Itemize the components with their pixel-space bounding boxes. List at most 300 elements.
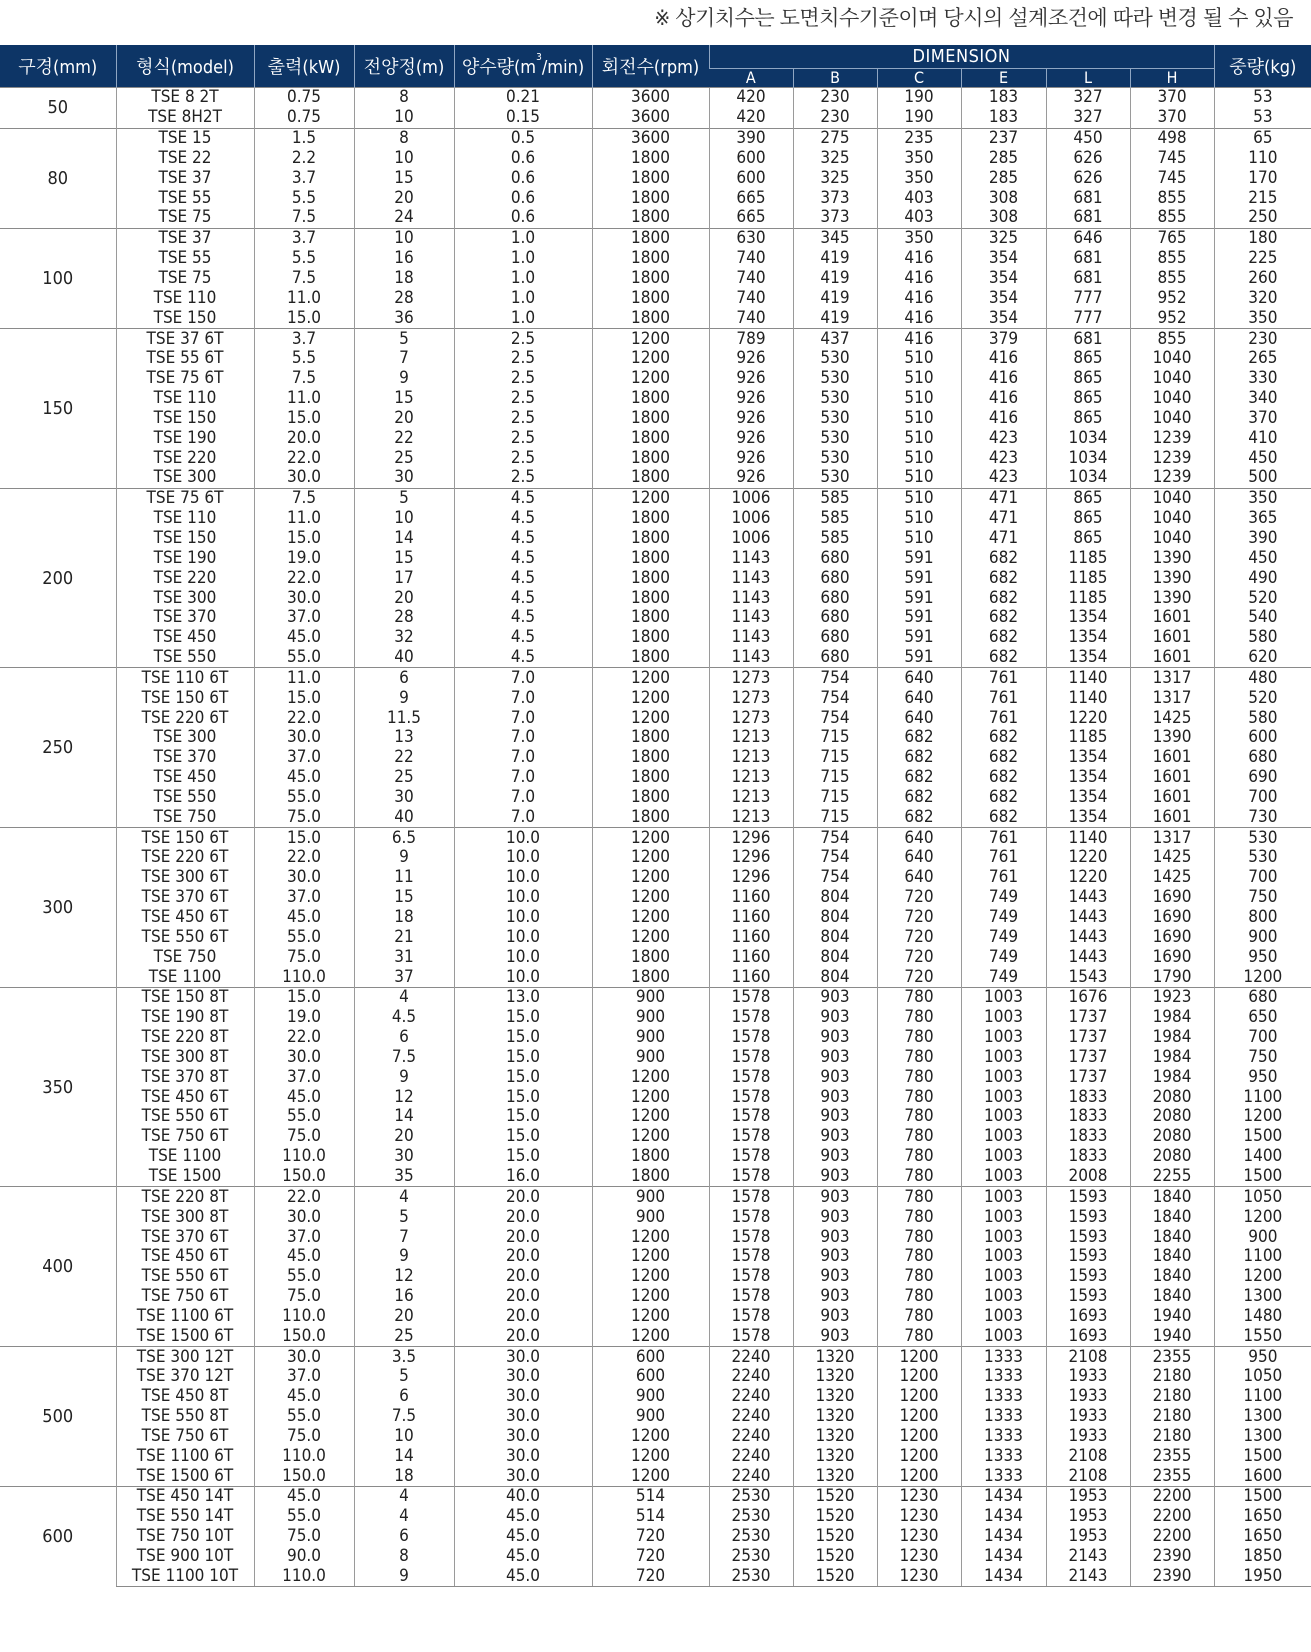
table-cell: TSE 300 8T — [116, 1048, 254, 1068]
table-cell: 1333 — [961, 1387, 1046, 1407]
table-cell: TSE 550 6T — [116, 1267, 254, 1287]
table-cell: 640 — [877, 868, 961, 888]
table-cell: 510 — [877, 349, 961, 369]
table-cell: 11.0 — [254, 509, 354, 529]
table-cell: TSE 150 — [116, 529, 254, 549]
table-cell: 1185 — [1046, 548, 1130, 568]
table-cell: 720 — [592, 1527, 709, 1547]
table-cell: 510 — [877, 389, 961, 409]
table-cell: 855 — [1130, 188, 1214, 208]
table-cell: 2180 — [1130, 1407, 1214, 1427]
table-cell: 510 — [877, 409, 961, 429]
table-cell: 1200 — [592, 708, 709, 728]
table-cell: 855 — [1130, 329, 1214, 349]
table-cell: 580 — [1214, 708, 1311, 728]
table-row — [0, 888, 1311, 908]
table-cell: 1600 — [1214, 1466, 1311, 1486]
table-cell: 37.0 — [254, 608, 354, 628]
table-cell: 682 — [961, 588, 1046, 608]
table-cell: 1320 — [793, 1367, 877, 1387]
table-cell: 1040 — [1130, 349, 1214, 369]
table-cell: TSE 37 — [116, 228, 254, 248]
table-cell: 926 — [709, 349, 793, 369]
table-cell: 1850 — [1214, 1547, 1311, 1567]
table-cell: 520 — [1214, 588, 1311, 608]
table-cell: 437 — [793, 329, 877, 349]
table-cell: TSE 220 — [116, 568, 254, 588]
table-cell: TSE 370 8T — [116, 1067, 254, 1087]
table-cell: 3600 — [592, 88, 709, 108]
table-row — [0, 1127, 1311, 1147]
table-cell: 423 — [961, 428, 1046, 448]
table-cell: 350 — [877, 168, 961, 188]
table-cell: 12 — [354, 1267, 454, 1287]
col-output: 출력(kW) — [254, 45, 354, 88]
table-cell: 1354 — [1046, 807, 1130, 827]
table-body — [0, 88, 1311, 1587]
table-cell: 780 — [877, 1326, 961, 1346]
table-cell: 416 — [961, 389, 1046, 409]
table-cell: 416 — [961, 369, 1046, 389]
table-cell: TSE 300 — [116, 468, 254, 488]
table-cell: 7.0 — [454, 728, 592, 748]
table-cell: 789 — [709, 329, 793, 349]
table-cell: 626 — [1046, 168, 1130, 188]
table-cell: 1593 — [1046, 1287, 1130, 1307]
table-cell: 420 — [709, 108, 793, 128]
table-cell: 903 — [793, 1127, 877, 1147]
table-cell: 1200 — [592, 1267, 709, 1287]
table-cell: 14 — [354, 529, 454, 549]
table-cell: TSE 1100 6T — [116, 1446, 254, 1466]
table-cell: 2008 — [1046, 1167, 1130, 1187]
table-cell: 530 — [793, 349, 877, 369]
table-cell: 5.5 — [254, 349, 354, 369]
table-cell: 681 — [1046, 269, 1130, 289]
table-cell: 1840 — [1130, 1287, 1214, 1307]
table-row — [0, 728, 1311, 748]
table-cell: 5 — [354, 1207, 454, 1227]
table-cell: 17 — [354, 568, 454, 588]
table-cell: 1143 — [709, 548, 793, 568]
table-cell: 950 — [1214, 1067, 1311, 1087]
table-cell: 740 — [709, 249, 793, 269]
table-cell: 45.0 — [254, 1087, 354, 1107]
table-cell: 15.0 — [454, 1048, 592, 1068]
table-cell: 416 — [877, 308, 961, 328]
table-cell: 14 — [354, 1446, 454, 1466]
bore-cell: 50 — [0, 88, 116, 129]
table-cell: 1443 — [1046, 947, 1130, 967]
table-cell: 2108 — [1046, 1347, 1130, 1367]
table-cell: 720 — [877, 947, 961, 967]
table-cell: 2355 — [1130, 1347, 1214, 1367]
table-cell: 1601 — [1130, 628, 1214, 648]
table-cell: 765 — [1130, 228, 1214, 248]
table-cell: 1693 — [1046, 1326, 1130, 1346]
table-cell: 903 — [793, 1227, 877, 1247]
table-cell: 1273 — [709, 708, 793, 728]
table-cell: 22.0 — [254, 1187, 354, 1207]
table-cell: 855 — [1130, 269, 1214, 289]
table-cell: 749 — [961, 888, 1046, 908]
table-cell: 2200 — [1130, 1507, 1214, 1527]
table-row — [0, 88, 1311, 108]
table-cell: 1933 — [1046, 1407, 1130, 1427]
table-cell: 45.0 — [254, 1247, 354, 1267]
table-cell: 10.0 — [454, 947, 592, 967]
table-cell: 1003 — [961, 1287, 1046, 1307]
table-cell: 1.0 — [454, 228, 592, 248]
table-cell: TSE 450 6T — [116, 1087, 254, 1107]
table-cell: 780 — [877, 1107, 961, 1127]
table-cell: 5.5 — [254, 188, 354, 208]
table-cell: 275 — [793, 128, 877, 148]
table-cell: 1601 — [1130, 807, 1214, 827]
table-cell: 1953 — [1046, 1507, 1130, 1527]
table-cell: 926 — [709, 468, 793, 488]
table-cell: 10.0 — [454, 927, 592, 947]
table-cell: 1800 — [592, 249, 709, 269]
table-cell: 682 — [961, 628, 1046, 648]
table-cell: TSE 370 — [116, 608, 254, 628]
table-cell: 1.5 — [254, 128, 354, 148]
table-cell: 740 — [709, 308, 793, 328]
table-row — [0, 329, 1311, 349]
table-cell: 1200 — [592, 1107, 709, 1127]
table-cell: 480 — [1214, 668, 1311, 688]
table-cell: 1840 — [1130, 1227, 1214, 1247]
table-cell: 1200 — [592, 488, 709, 508]
col-bore: 구경(mm) — [0, 45, 116, 88]
table-cell: 15 — [354, 888, 454, 908]
table-cell: TSE 750 6T — [116, 1287, 254, 1307]
table-cell: 5 — [354, 1367, 454, 1387]
table-cell: 682 — [877, 768, 961, 788]
table-row — [0, 868, 1311, 888]
table-cell: 2240 — [709, 1407, 793, 1427]
table-cell: 780 — [877, 1187, 961, 1207]
table-row — [0, 788, 1311, 808]
table-cell: TSE 1500 6T — [116, 1326, 254, 1346]
table-cell: 30.0 — [254, 1207, 354, 1227]
table-cell: 804 — [793, 947, 877, 967]
table-cell: 1333 — [961, 1407, 1046, 1427]
table-cell: 950 — [1214, 947, 1311, 967]
table-cell: 1737 — [1046, 1048, 1130, 1068]
table-cell: 1578 — [709, 1207, 793, 1227]
table-cell: TSE 75 6T — [116, 488, 254, 508]
table-cell: 1213 — [709, 768, 793, 788]
table-cell: 749 — [961, 908, 1046, 928]
table-cell: 1220 — [1046, 868, 1130, 888]
table-cell: 65 — [1214, 128, 1311, 148]
table-cell: 25 — [354, 768, 454, 788]
table-cell: 1578 — [709, 1326, 793, 1346]
table-cell: 680 — [793, 548, 877, 568]
table-cell: 681 — [1046, 188, 1130, 208]
table-row — [0, 1367, 1311, 1387]
table-cell: 4.5 — [454, 568, 592, 588]
table-cell: 1500 — [1214, 1446, 1311, 1466]
table-cell: 75.0 — [254, 1127, 354, 1147]
table-cell: 681 — [1046, 249, 1130, 269]
table-cell: 1003 — [961, 1048, 1046, 1068]
table-cell: 471 — [961, 529, 1046, 549]
table-cell: 30.0 — [454, 1347, 592, 1367]
col-dimension: DIMENSION — [709, 45, 1214, 69]
table-cell: 1296 — [709, 868, 793, 888]
table-cell: 2355 — [1130, 1466, 1214, 1486]
table-cell: 1390 — [1130, 588, 1214, 608]
table-cell: 682 — [961, 568, 1046, 588]
table-cell: 2080 — [1130, 1107, 1214, 1127]
table-cell: 1593 — [1046, 1187, 1130, 1207]
table-cell: 680 — [793, 608, 877, 628]
table-cell: 327 — [1046, 108, 1130, 128]
table-cell: 15 — [354, 389, 454, 409]
table-cell: 530 — [793, 428, 877, 448]
table-cell: 20.0 — [454, 1326, 592, 1346]
table-cell: 780 — [877, 1048, 961, 1068]
table-cell: 1239 — [1130, 468, 1214, 488]
table-cell: 1425 — [1130, 848, 1214, 868]
table-cell: 530 — [793, 389, 877, 409]
table-cell: TSE 370 6T — [116, 1227, 254, 1247]
table-cell: TSE 550 — [116, 788, 254, 808]
table-cell: 0.21 — [454, 88, 592, 108]
table-cell: 170 — [1214, 168, 1311, 188]
table-cell: 1800 — [592, 588, 709, 608]
table-cell: TSE 75 — [116, 208, 254, 228]
table-cell: 7.0 — [454, 788, 592, 808]
table-cell: 45.0 — [254, 908, 354, 928]
table-cell: 4.5 — [454, 628, 592, 648]
table-cell: 1333 — [961, 1446, 1046, 1466]
table-cell: 680 — [793, 568, 877, 588]
table-cell: 1578 — [709, 1147, 793, 1167]
table-cell: 1800 — [592, 1147, 709, 1167]
table-cell: 6 — [354, 1387, 454, 1407]
table-cell: 1800 — [592, 648, 709, 668]
table-cell: 1984 — [1130, 1008, 1214, 1028]
table-cell: 55.0 — [254, 1407, 354, 1427]
table-cell: 2.5 — [454, 369, 592, 389]
table-cell: 903 — [793, 1167, 877, 1187]
table-cell: 682 — [961, 768, 1046, 788]
table-cell: 230 — [793, 108, 877, 128]
table-cell: 1034 — [1046, 448, 1130, 468]
table-cell: 1213 — [709, 807, 793, 827]
table-cell: 1737 — [1046, 1008, 1130, 1028]
table-cell: TSE 750 — [116, 947, 254, 967]
table-cell: 2.2 — [254, 149, 354, 169]
table-cell: 1333 — [961, 1367, 1046, 1387]
table-row — [0, 1247, 1311, 1267]
table-cell: 6 — [354, 1527, 454, 1547]
table-cell: 682 — [961, 788, 1046, 808]
table-cell: 330 — [1214, 369, 1311, 389]
table-cell: 1220 — [1046, 708, 1130, 728]
table-cell: 10 — [354, 149, 454, 169]
table-row — [0, 1466, 1311, 1486]
table-cell: 30 — [354, 1147, 454, 1167]
table-cell: 1800 — [592, 308, 709, 328]
table-cell: 20.0 — [454, 1247, 592, 1267]
table-cell: 325 — [793, 168, 877, 188]
table-cell: 1800 — [592, 269, 709, 289]
table-row — [0, 1227, 1311, 1247]
table-cell: 1578 — [709, 1107, 793, 1127]
table-cell: 419 — [793, 249, 877, 269]
table-cell: 1578 — [709, 1247, 793, 1267]
table-cell: 55.0 — [254, 1507, 354, 1527]
table-cell: 640 — [877, 848, 961, 868]
table-cell: 2240 — [709, 1446, 793, 1466]
table-cell: 715 — [793, 768, 877, 788]
table-cell: 0.6 — [454, 208, 592, 228]
table-cell: 423 — [961, 468, 1046, 488]
table-cell: 1593 — [1046, 1207, 1130, 1227]
table-cell: 6 — [354, 668, 454, 688]
table-cell: 1200 — [592, 1127, 709, 1147]
table-cell: 1239 — [1130, 428, 1214, 448]
table-cell: 22.0 — [254, 448, 354, 468]
table-cell: 1.0 — [454, 308, 592, 328]
table-cell: 1200 — [877, 1466, 961, 1486]
table-cell: 761 — [961, 688, 1046, 708]
table-cell: 416 — [877, 329, 961, 349]
table-row — [0, 987, 1311, 1007]
table-cell: TSE 550 — [116, 648, 254, 668]
table-cell: 3600 — [592, 128, 709, 148]
table-cell: TSE 450 — [116, 628, 254, 648]
table-cell: 2530 — [709, 1566, 793, 1586]
table-cell: 1140 — [1046, 668, 1130, 688]
table-cell: 1300 — [1214, 1287, 1311, 1307]
table-cell: 1296 — [709, 848, 793, 868]
table-cell: 1601 — [1130, 748, 1214, 768]
col-weight: 중량(kg) — [1214, 45, 1311, 88]
col-head: 전양정(m) — [354, 45, 454, 88]
table-cell: 75.0 — [254, 1527, 354, 1547]
table-cell: 903 — [793, 1107, 877, 1127]
table-cell: 30.0 — [454, 1407, 592, 1427]
bore-cell: 250 — [0, 668, 116, 828]
table-cell: 0.6 — [454, 149, 592, 169]
table-cell: 900 — [592, 1028, 709, 1048]
table-cell: 40 — [354, 648, 454, 668]
table-cell: TSE 190 8T — [116, 1008, 254, 1028]
table-cell: 1578 — [709, 1127, 793, 1147]
table-cell: 4.5 — [354, 1008, 454, 1028]
table-cell: 865 — [1046, 349, 1130, 369]
table-cell: 720 — [877, 927, 961, 947]
table-cell: 2.5 — [454, 329, 592, 349]
table-cell: 7 — [354, 1227, 454, 1247]
table-cell: 777 — [1046, 308, 1130, 328]
table-cell: 4.5 — [454, 509, 592, 529]
table-cell: 1601 — [1130, 608, 1214, 628]
table-cell: 19.0 — [254, 548, 354, 568]
table-cell: 10 — [354, 108, 454, 128]
table-cell: TSE 190 — [116, 428, 254, 448]
table-cell: 1230 — [877, 1547, 961, 1567]
bore-cell: 150 — [0, 329, 116, 489]
table-cell: 9 — [354, 1067, 454, 1087]
table-cell: 530 — [1214, 848, 1311, 868]
table-cell: 2240 — [709, 1347, 793, 1367]
table-cell: 260 — [1214, 269, 1311, 289]
table-cell: 379 — [961, 329, 1046, 349]
table-cell: 215 — [1214, 188, 1311, 208]
table-cell: 3.7 — [254, 329, 354, 349]
table-cell: 1006 — [709, 529, 793, 549]
table-cell: 1737 — [1046, 1067, 1130, 1087]
table-cell: 1520 — [793, 1527, 877, 1547]
table-row — [0, 1347, 1311, 1367]
table-cell: 2080 — [1130, 1127, 1214, 1147]
table-cell: 1800 — [592, 947, 709, 967]
table-cell: 11 — [354, 868, 454, 888]
col-dim-a: A — [709, 69, 793, 88]
table-cell: 3.7 — [254, 228, 354, 248]
table-cell: 1034 — [1046, 428, 1130, 448]
table-cell: 420 — [709, 88, 793, 108]
table-cell: 390 — [709, 128, 793, 148]
table-cell: 0.15 — [454, 108, 592, 128]
table-cell: 4 — [354, 1187, 454, 1207]
table-cell: 1200 — [592, 1306, 709, 1326]
table-cell: TSE 300 — [116, 728, 254, 748]
table-cell: 903 — [793, 1306, 877, 1326]
table-cell: 110.0 — [254, 1147, 354, 1167]
table-cell: 1940 — [1130, 1326, 1214, 1346]
table-cell: 1354 — [1046, 628, 1130, 648]
table-cell: 1003 — [961, 1008, 1046, 1028]
table-cell: 903 — [793, 1048, 877, 1068]
table-cell: 1050 — [1214, 1187, 1311, 1207]
table-row — [0, 1306, 1311, 1326]
table-cell: 110.0 — [254, 967, 354, 987]
table-row — [0, 1487, 1311, 1507]
table-cell: 1200 — [592, 888, 709, 908]
table-cell: 0.75 — [254, 108, 354, 128]
table-cell: 75.0 — [254, 1287, 354, 1307]
table-cell: TSE 750 10T — [116, 1527, 254, 1547]
table-cell: 1800 — [592, 628, 709, 648]
table-cell: 1950 — [1214, 1566, 1311, 1586]
table-cell: TSE 1500 — [116, 1167, 254, 1187]
table-cell: TSE 450 8T — [116, 1387, 254, 1407]
table-cell: 1003 — [961, 1187, 1046, 1207]
table-cell: TSE 450 6T — [116, 908, 254, 928]
table-cell: 1800 — [592, 529, 709, 549]
table-cell: 7.0 — [454, 668, 592, 688]
table-cell: 1690 — [1130, 947, 1214, 967]
table-cell: 1200 — [592, 868, 709, 888]
table-cell: TSE 220 8T — [116, 1028, 254, 1048]
table-cell: 1320 — [793, 1466, 877, 1486]
table-cell: 373 — [793, 208, 877, 228]
table-cell: 1500 — [1214, 1487, 1311, 1507]
table-cell: 1160 — [709, 967, 793, 987]
table-cell: 354 — [961, 308, 1046, 328]
table-cell: 926 — [709, 409, 793, 429]
table-cell: 4.5 — [454, 648, 592, 668]
table-cell: 30.0 — [454, 1466, 592, 1486]
table-cell: 37.0 — [254, 1227, 354, 1247]
